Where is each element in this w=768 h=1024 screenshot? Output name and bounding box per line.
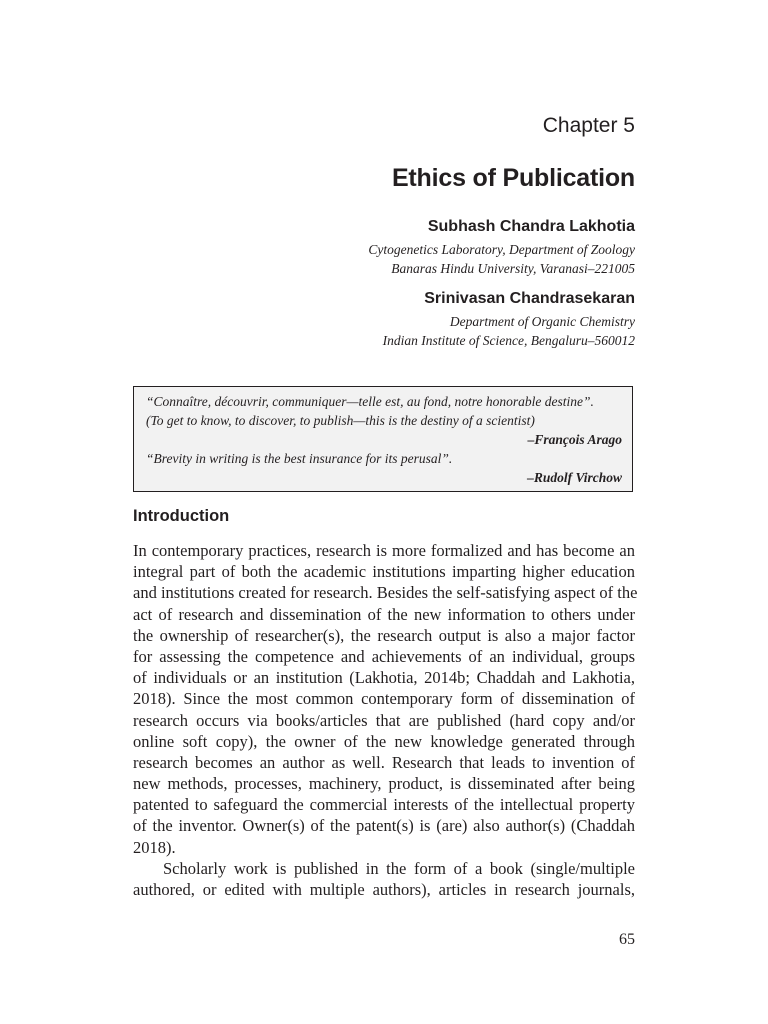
body-line: authored, or edited with multiple authors), articles in research journals,	[133, 880, 635, 899]
body-line: Scholarly work is published in the form of a book (single/multiple	[163, 858, 635, 878]
body-line: of the inventor. Owner(s) of the patent(s) is (are) also author(s) (Chaddah	[133, 816, 635, 836]
body-line: new methods, processes, machinery, product, is disseminated after being	[133, 774, 635, 794]
body-line: for assessing the competence and achievements of an individual, groups	[133, 646, 635, 666]
epigraph-quote-line: (To get to know, to discover, to publish—this is the destiny of a scientist)	[146, 413, 535, 428]
page-number: 65	[619, 931, 635, 948]
body-line: 2018). Since the most common contemporary form of dissemination of	[133, 689, 635, 709]
epigraph-quote-line: “Connaître, découvrir, communiquer—telle est, au fond, notre honorable destine”.	[146, 394, 594, 409]
body-line: 2018).	[133, 837, 176, 857]
epigraph-quote-line: “Brevity in writing is the best insurance for its perusal”.	[146, 451, 453, 466]
chapter-title: Ethics of Publication	[391, 164, 635, 192]
body-line: In contemporary practices, research is more formalized and has become an	[133, 541, 635, 560]
body-line: integral part of both the academic institutions imparting higher education	[133, 562, 635, 582]
body-text	[133, 540, 638, 900]
author-affiliation-line: Banaras Hindu University, Varanasi–221005	[391, 261, 635, 276]
body-line: of individuals or an institution (Lakhotia, 2014b; Chaddah and Lakhotia,	[133, 668, 635, 688]
body-line: online soft copy), the owner of the new knowledge generated through	[133, 731, 635, 751]
body-line: and institutions created for research. Besides the self-satisfying aspect of the	[133, 583, 638, 603]
section-heading: Introduction	[133, 507, 230, 525]
body-line: patented to safeguard the commercial interests of the intellectual property	[133, 795, 635, 815]
author-block-1	[368, 218, 635, 278]
epigraph-attribution: –François Arago	[527, 432, 622, 447]
epigraph-attribution: –Rudolf Virchow	[527, 470, 622, 485]
author-name: Subhash Chandra Lakhotia	[427, 218, 635, 235]
body-line: act of research and dissemination of the new information to others under	[133, 604, 635, 624]
body-line: research occurs via books/articles that are published (hard copy and/or	[133, 710, 635, 730]
author-block-2	[383, 290, 635, 350]
author-affiliation-line: Indian Institute of Science, Bengaluru–560012	[382, 333, 635, 348]
author-name: Srinivasan Chandrasekaran	[424, 290, 635, 307]
body-line: the ownership of researcher(s), the research output is also a major factor	[133, 625, 635, 645]
author-affiliation-line: Department of Organic Chemistry	[449, 314, 635, 329]
chapter-label: Chapter 5	[542, 114, 635, 137]
body-line: research becomes an author as well. Research that leads to invention of	[133, 752, 635, 772]
epigraph-box	[133, 386, 633, 492]
author-affiliation-line: Cytogenetics Laboratory, Department of Zoology	[368, 242, 635, 257]
